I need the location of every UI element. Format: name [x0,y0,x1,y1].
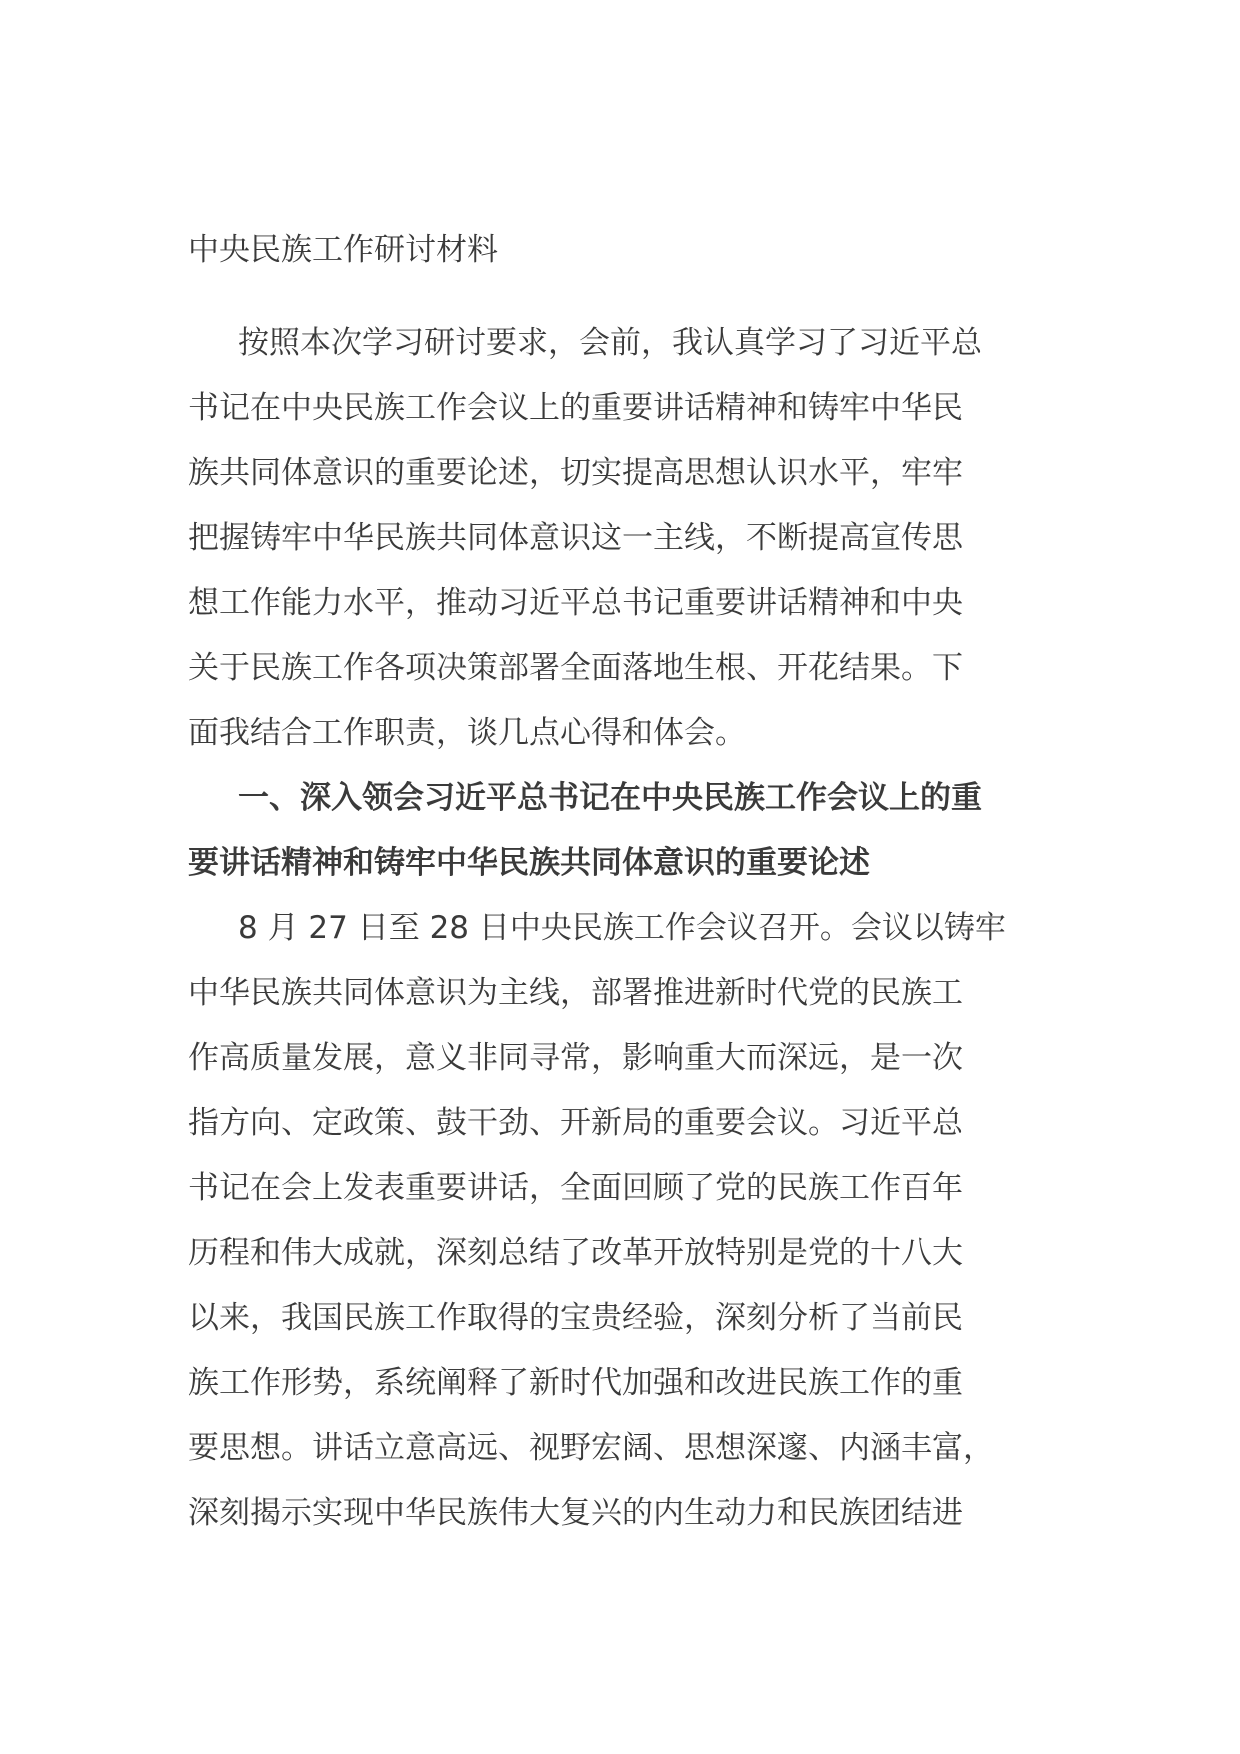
document-title: 中央民族工作研讨材料 [188,232,498,268]
paragraph-line: 族工作形势，系统阐释了新时代加强和改进民族工作的重 [188,1365,963,1401]
section-heading [188,766,1056,896]
section-paragraph [188,896,1056,1546]
paragraph-line: 想工作能力水平，推动习近平总书记重要讲话精神和中央 [188,585,963,621]
paragraph-line: 书记在会上发表重要讲话，全面回顾了党的民族工作百年 [188,1170,963,1206]
paragraph-line: 以来，我国民族工作取得的宝贵经验，深刻分析了当前民 [188,1300,963,1336]
document-body [188,217,1056,1546]
heading-line: 要讲话精神和铸牢中华民族共同体意识的重要论述 [188,845,870,881]
paragraph-line: 关于民族工作各项决策部署全面落地生根、开花结果。下 [188,650,963,686]
paragraph-line: 作高质量发展，意义非同寻常，影响重大而深远，是一次 [188,1040,963,1076]
paragraph-line: 族共同体意识的重要论述，切实提高思想认识水平，牢牢 [188,455,963,491]
intro-paragraph [188,311,1056,766]
paragraph-line: 要思想。讲话立意高远、视野宏阔、思想深邃、内涵丰富， [188,1430,994,1466]
paragraph-line: 历程和伟大成就，深刻总结了改革开放特别是党的十八大 [188,1235,963,1271]
paragraph-line: 书记在中央民族工作会议上的重要讲话精神和铸牢中华民 [188,390,963,426]
paragraph-line: 把握铸牢中华民族共同体意识这一主线，不断提高宣传思 [188,520,963,556]
paragraph-line: 中华民族共同体意识为主线，部署推进新时代党的民族工 [188,975,963,1011]
heading-line: 一、深入领会习近平总书记在中央民族工作会议上的重 [238,780,982,816]
paragraph-line: 指方向、定政策、鼓干劲、开新局的重要会议。习近平总 [188,1105,963,1141]
paragraph-line: 深刻揭示实现中华民族伟大复兴的内生动力和民族团结进 [188,1495,963,1531]
paragraph-line: 8 月 27 日至 28 日中央民族工作会议召开。会议以铸牢 [238,910,1006,946]
paragraph-line: 按照本次学习研讨要求，会前，我认真学习了习近平总 [238,325,982,361]
paragraph-line: 面我结合工作职责，谈几点心得和体会。 [188,715,746,751]
